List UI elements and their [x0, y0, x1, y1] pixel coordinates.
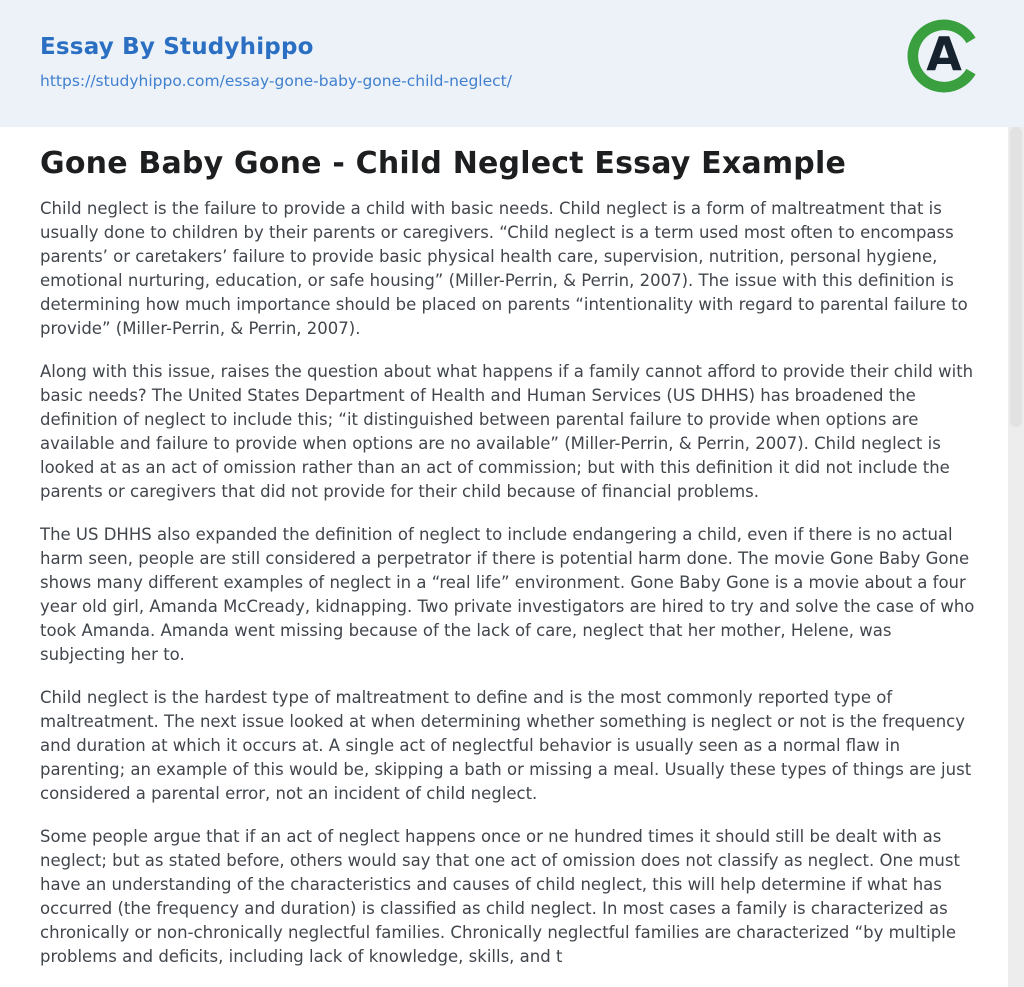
essay-content [0, 127, 1024, 969]
essay-paragraph-3: The US DHHS also expanded the definition of neglect to include endangering a child, even if there is no actual harm seen, people are still considered a perpetrator if there is potential harm done. The movie Gone Baby Gone shows many different examples of neglect in a “real life” environment. Gone Baby Gone is a movie about a four year old girl, Amanda McCready, kidnapping. Two private investigators are hired to try and solve the case of who took Amanda. Amanda went missing because of the lack of care, neglect that her mother, Helene, was subjecting her to. [40, 524, 975, 664]
brand-title: Essay By Studyhippo [40, 34, 314, 60]
essay-paragraph-1: Child neglect is the failure to provide a child with basic needs. Child neglect is a form of maltreatment that is usually done to children by their parents or caregivers. “Child neglect is a term used most often to encompass parents’ or caretakers’ failure to provide basic physical health care, supervision, nutrition, personal hygiene, emotional nurturing, education, or safe housing” (Miller-Perrin, & Perrin, 2007). The issue with this definition is determining how much importance should be placed on parents “intentionality with regard to parental failure to provide” (Miller-Perrin, & Perrin, 2007). [40, 198, 968, 338]
logo-letter: A [926, 27, 962, 82]
scrollbar-thumb[interactable] [1010, 127, 1022, 427]
essay-paragraph-2: Along with this issue, raises the question about what happens if a family cannot afford to provide their child with basic needs? The United States Department of Health and Human Services (US DHHS) has broadened the definition of neglect to include this; “it distinguished between parental failure to provide when options are available and failure to provide when options are no available” (Miller-Perrin, & Perrin, 2007). Child neglect is looked at as an act of omission rather than an act of commission; but with this definition it did not include the parents or caregivers that did not provide for their child because of financial problems. [40, 361, 974, 501]
page-header [0, 0, 1024, 127]
studyhippo-logo [903, 15, 985, 97]
source-url-link[interactable]: https://studyhippo.com/essay-gone-baby-gone-child-neglect/ [40, 72, 512, 90]
essay-paragraph-5: Some people argue that if an act of neglect happens once or ne hundred times it should still be dealt with as neglect; but as stated before, others would say that one act of omission does not classify as neglect. One must have an understanding of the characteristics and causes of child neglect, this will help determine if what has occurred (the frequency and duration) is classified as child neglect. In most cases a family is characterized as chronically or non-chronically neglectful families. Chronically neglectful families are characterized “by multiple problems and deficits, including lack of knowledge, skills, and t [40, 826, 960, 966]
scrollbar-track[interactable] [1008, 127, 1024, 987]
essay-title: Gone Baby Gone - Child Neglect Essay Example [40, 146, 847, 181]
essay-paragraph-4: Child neglect is the hardest type of maltreatment to define and is the most commonly reported type of maltreatment. The next issue looked at when determining whether something is neglect or not is the frequency and duration at which it occurs at. A single act of neglectful behavior is usually seen as a normal flaw in parenting; an example of this would be, skipping a bath or missing a meal. Usually these types of things are just considered a parental error, not an incident of child neglect. [40, 687, 972, 803]
